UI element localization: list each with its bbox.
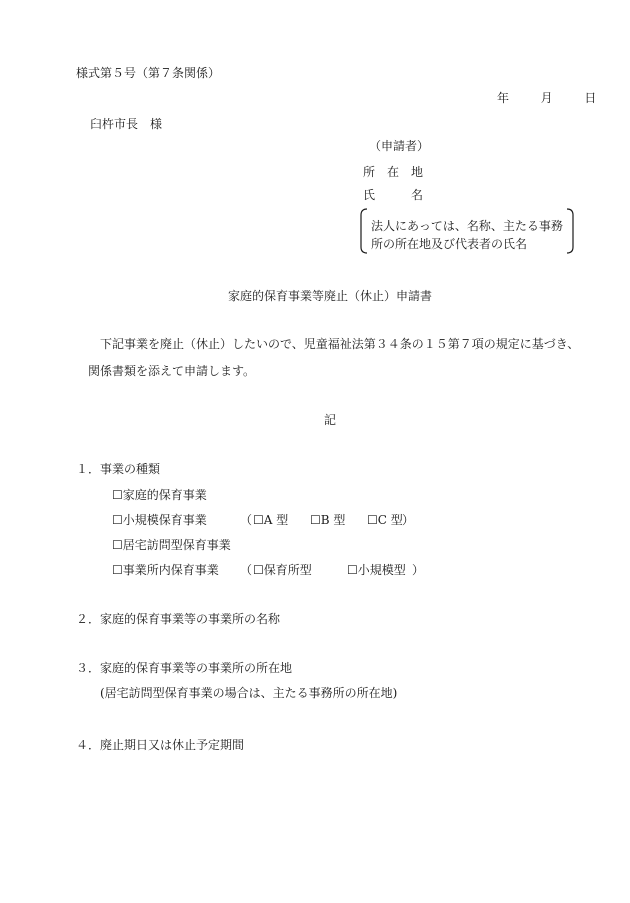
- applicant-note-line1: 法人にあっては、名称、主たる事務: [371, 219, 563, 233]
- option-hoikusho-type[interactable]: ☐保育所型: [253, 563, 312, 577]
- month-label: 月: [540, 91, 553, 105]
- applicant-note-line2: 所の所在地及び代表者の氏名: [371, 237, 528, 251]
- option-jigyoshonai[interactable]: ☐事業所内保育事業: [112, 563, 219, 577]
- option-kateiteki[interactable]: ☐家庭的保育事業: [112, 488, 207, 502]
- form-number: 様式第５号（第７条関係）: [76, 66, 221, 80]
- shokibo-paren-close: ）: [402, 513, 415, 527]
- item-3-label: ３．家庭的保育事業等の事業所の所在地: [76, 661, 293, 675]
- body-line-1: 下記事業を廃止（休止）したいので、児童福祉法第３４条の１５第７項の規定に基づき、: [100, 337, 580, 351]
- addressee: 臼杵市長 様: [90, 117, 163, 131]
- option-type-c[interactable]: ☐C 型: [367, 513, 403, 527]
- name-label: 氏 名: [363, 188, 424, 202]
- option-shokibo-type[interactable]: ☐小規模型: [347, 563, 406, 577]
- jigyoshonai-paren-open: （: [240, 563, 253, 577]
- option-kyotaku[interactable]: ☐居宅訪問型保育事業: [112, 538, 231, 552]
- ki-heading: 記: [324, 413, 337, 427]
- jigyoshonai-paren-close: ）: [412, 563, 425, 577]
- option-shokibo[interactable]: ☐小規模保育事業: [112, 513, 207, 527]
- address-label: 所 在 地: [363, 165, 424, 179]
- year-label: 年: [497, 91, 510, 105]
- option-type-b[interactable]: ☐B 型: [310, 513, 346, 527]
- applicant-note-bracket: [357, 207, 577, 253]
- option-type-a[interactable]: ☐A 型: [253, 513, 289, 527]
- item-4-label: ４．廃止期日又は休止予定期間: [76, 738, 245, 752]
- body-line-2: 関係書類を添えて申請します。: [88, 364, 256, 378]
- item-2-label: ２．家庭的保育事業等の事業所の名称: [76, 612, 281, 626]
- applicant-heading: （申請者）: [369, 139, 430, 153]
- shokibo-paren-open: （: [240, 513, 253, 527]
- applicant-note: [371, 217, 563, 253]
- date-line: [497, 92, 596, 104]
- item-1-label: １．事業の種類: [76, 462, 161, 476]
- day-label: 日: [584, 91, 597, 105]
- item-3-note: (居宅訪問型保育事業の場合は、主たる事務所の所在地): [100, 686, 398, 700]
- document-title: 家庭的保育事業等廃止（休止）申請書: [228, 289, 433, 303]
